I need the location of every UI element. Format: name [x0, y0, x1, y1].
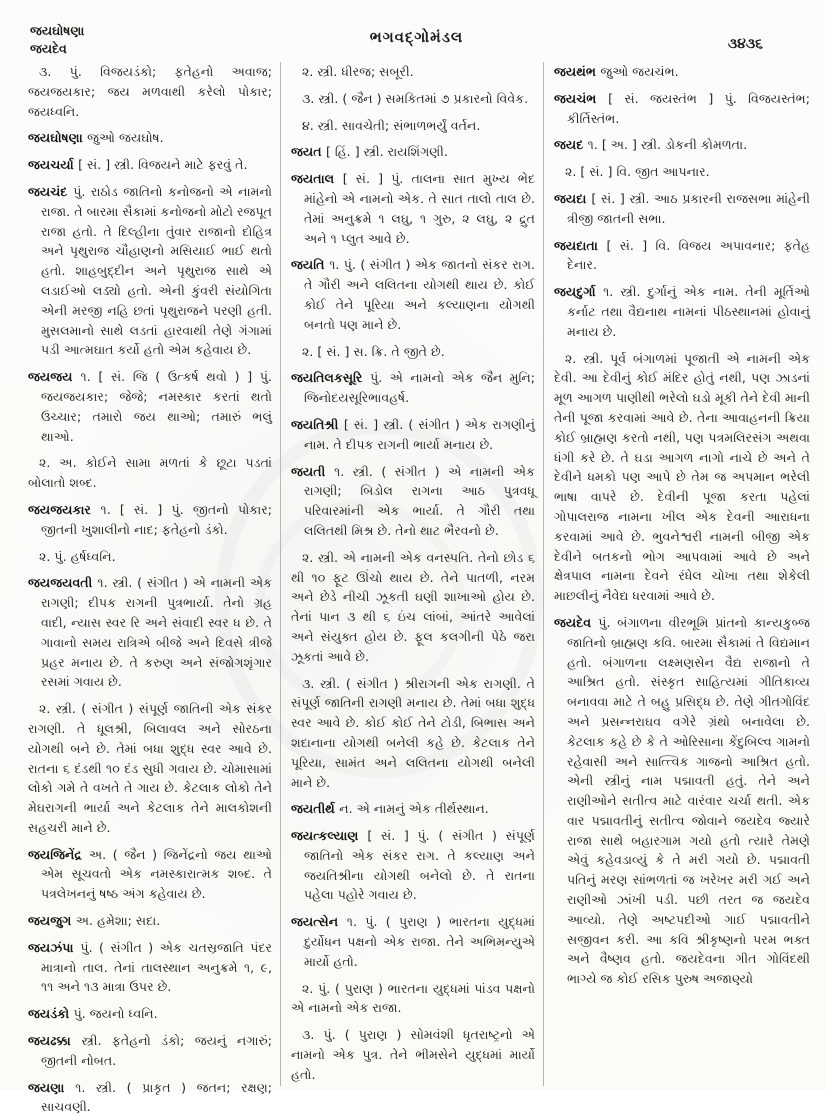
dictionary-entry: જયતિ ૧. પું. ( સંગીત ) એક જાતનો સંકર રાગ. તે ગૌરી અને લલિતના યોગથી થાય છે. કોઈ કોઈ તેને પૂરિયા અને કલ્યાણના યોગથી બનતો પણ માને છે.: [291, 257, 535, 332]
column-2: [280, 62, 543, 1086]
entry-sense: ૨. [ સં. ] વિ. જીત આપનાર.: [565, 164, 710, 180]
entry-headword: જયચંભ: [554, 90, 609, 106]
dictionary-entry: જયચર્યા [ સં. ] સ્ત્રી. વિજયને માટે ફરવું તે.: [28, 157, 248, 173]
entry-headword: જયણા: [28, 1079, 76, 1095]
entry-headword: જયતિશ્રી: [291, 416, 344, 432]
dictionary-entry: જયજુગ અ. હમેશા; સદા.: [28, 913, 161, 929]
entry-sense: ૪. સ્ત્રી. સાવચેતી; સંભાળભર્યું વર્તન.: [302, 117, 481, 133]
entry-headword: જયદાતા: [554, 237, 607, 253]
entry-sense: ૨. પું. હર્ષધ્વનિ.: [39, 548, 116, 564]
entry-headword: જયત્કલ્યાણ: [291, 828, 368, 844]
dictionary-entry: જયતિલકસૂરિ પું. એ નામનો એક જૈન મુનિ; જિનોદયસૂરિભાવહર્ષ.: [291, 370, 535, 406]
entry-sense: ૨. [ સં. ] સ. ક્રિ. તે જીતે છે.: [302, 343, 445, 359]
entry-sense: ૨. અ. કોઈને સામા મળતાં કે છૂટા પડતાં બોલાતો શબ્દ.: [28, 455, 272, 491]
entry-sense: ૨. પું. ( પુરાણ ) ભારતના યુદ્ધમાં પાંડવ પક્ષનો એ નામનો એક રાજા.: [291, 980, 535, 1016]
dictionary-entry: જયદાતા [ સં. ] વિ. વિજય અપાવનાર; ફતેહ દેનાર.: [554, 237, 810, 273]
entry-headword: જયતિલકસૂરિ: [291, 370, 371, 386]
entry-headword: જયતિ: [291, 257, 330, 273]
dictionary-entry: જયતી ૧. સ્ત્રી. ( સંગીત ) એ નામની એક રાગણી; બિડોલ રાગના આઠ પુત્રવધૂ પરિવારમાંની એક ભાર્યા. તે ગૌરી તથા લલિતથી મિશ્ર છે. તેનો થાટ ભૈરવનો છે.: [291, 463, 535, 538]
text-columns: [28, 62, 811, 1115]
dictionary-entry: જયજયકાર ૧. [ સં. ] પું. જીતનો પોકાર; જીતની ખુશાલીનો નાદ; ફતેહનો ડંકો.: [28, 501, 272, 537]
entry-sense: ૩. સ્ત્રી. ( સંગીત ) શ્રીરાગની એક રાગણી. તે સંપૂર્ણ જાતિની રાગણી મનાય છે. તેમાં બધા શુદ્ધ સ્વર આવે છે. કોઈ કોઈ તેને ટોડી, બિભાસ અને શદાનાના યોગથી બનેલી કહે છે. કેટલાક તેને પૂરિયા, સામંત અને લલિતના યોગથી બનેલી માને છે.: [291, 675, 535, 790]
dictionary-entry: જયતિશ્રી [ સં. ] સ્ત્રી. ( સંગીત ) એક રાગણીનું નામ. તે દીપક રાગની ભાર્યા મનાય છે.: [291, 416, 535, 452]
entry-headword: જયઝંપા: [28, 939, 81, 955]
dictionary-entry: જયઘોષણા જુઓ જયઘોષ.: [28, 130, 164, 146]
dictionary-entry: જયત [ હિં. ] સ્ત્રી. રાયશિંગણી.: [291, 144, 448, 160]
entry-headword: જયજયવતી: [28, 575, 98, 591]
entry-headword: જયતાલ: [291, 171, 343, 187]
entry-headword: જયત: [291, 144, 326, 160]
entry-headword: જયજયકાર: [28, 501, 101, 517]
dictionary-entry: જયચંદ પું. રાઠોડ જાતિનો કનોજનો એ નામનો રાજા. તે બારમા સૈકામાં કનોજનો મોટો રજપૂત રાજા હતો. તે દિલ્હીના તુંવાર રાજાનો દોહિત્ર અને પૃથુરાજ ચૌહાણનો મસિયાઈ ભાઈ થતો હતો. શાહબુદ્દીન અને પૃથુરાજ સાથે એ લડાઈઓ લડ્યો હતો. એની કુંવરી સંયોગિતા એની મરજી નહિ છતાં પૃથુરાજને પરણી હતી. મુસલમાનો સાથે લડતાં હારવાથી તેણે ગંગામાં પડી આત્મઘાત કર્યો હતો એમ કહેવાય છે.: [28, 183, 272, 358]
entry-headword: જયચંદ: [28, 183, 74, 199]
page-number: ૩૪૩૬: [727, 36, 763, 52]
entry-headword: જયદા: [554, 190, 592, 206]
dictionary-entry: જયણા ૧. સ્ત્રી. ( પ્રાકૃત ) જતન; રક્ષણ; સાચવણી.: [28, 1079, 273, 1115]
dictionary-entry: જયતાલ [ સં. ] પું. તાલના સાત મુખ્ય ભેદ માંહેનો એ નામનો એક. તે સાત તાલો તાલ છે. તેમાં અનુક્રમે ૧ લઘુ, ૧ ગુરુ, ૨ લઘુ, ૨ દ્રુત અને ૧ પ્લુત આવે છે.: [291, 171, 535, 246]
entry-sense: ૩. પું. વિજયડંકો; ફતેહનો અવાજ; જયજયકાર; જય મળવાથી કરેલો પોકાર; જયધ્વનિ.: [28, 64, 272, 119]
dictionary-entry: જયજય ૧. [ સં. જિ ( ઉત્કર્ષ થવો ) ] પું. જયજયકાર; જેજે; નમસ્કાર કરતાં થતો ઉચ્ચાર; તમારો જય થાઓ; તમારું ભલું થાઓ.: [28, 369, 273, 444]
entry-headword: જયત્સેન: [291, 914, 347, 930]
dictionary-entry: જયચંભ [ સં. જયસ્તંભ ] પું. વિજયસ્તંભ; કીર્તિસ્તંભ.: [554, 90, 811, 126]
dictionary-entry: જયત્સેન ૧. પું. ( પુરાણ ) ભારતના યુદ્ધમાં દુર્યોધન પક્ષનો એક રાજા. તેને અભિમન્યુએ માર્યો હતો.: [291, 914, 535, 969]
entry-sense: ૨. સ્ત્રી. પૂર્વ બંગાળમાં પૂજાતી એ નામની એક દેવી. આ દેવીનું કોઈ મંદિર હોતું નથી, પણ ઝાડનાં મૂળ આગળ પાણીથી ભરેલો ઘડો મૂકી તેને દેવી માની તેની પૂજા કરવામાં આવે છે. તેના આવાહનની ક્રિયા કોઈ બ્રાહ્મણ કરતો નથી, પણ પત્રમલિરસંગ અથવા ધંગી કરે છે. તે ઘડા આગળ નાગો નાચે છે અને તે દેવીને ધમકો પણ આપે છે તેમ જ અપમાન ભરેલી ભાષા વાપરે છે. દેવીની પૂજા કરતા પહેલાં ગોપાલરાજ નામના ખીલ એક દેવની આરાધના કરવામાં આવે છે. ભુવનેશ્વરી નામની બીજી એક દેવીને બતકનો ભોગ આપવામાં આવે છે અને ક્ષેત્રપાલ નામના દેવને રંધેલ ચોખા તથા શેકેલી માછલીનું નૈવેદ્ય ધરવામાં આવે છે.: [554, 350, 810, 604]
entry-sense: ૩. પું. ( પુરાણ ) સોમવંશી ધૃતરાષ્ટ્રનો એ નામનો એક પુત્ર. તેને ભીમસેને યુદ્ધમાં માર્યો હતો.: [291, 1027, 535, 1082]
page-header: [28, 20, 805, 68]
entry-sense: ૨. સ્ત્રી. ( સંગીત ) સંપૂર્ણ જાતિની એક સંકર રાગણી. તે ધૂલશ્રી, બિલાવલ અને સોરઠના યોગથી બને છે. તેમાં બધા શુદ્ધ સ્વર આવે છે. રાતના ૬ દંડથી ૧૦ દંડ સુધી ગવાય છે. ચોમાસામાં લોકો ગમે તે વખતે તે ગાય છે. કેટલાક લોકો તેને મેઘરાગની ભાર્યા અને કેટલાક તેને માલકોશની સહચરી માને છે.: [28, 701, 272, 835]
dictionary-title: ભગવદ્ગોમંડલ: [369, 28, 464, 46]
dictionary-entry: જયજયવતી ૧. સ્ત્રી. ( સંગીત ) એ નામની એક રાગણી; દીપક રાગની પુત્રભાર્યા. તેનો ગ્રહ વાદી, ન્યાસ સ્વર રિ અને સંવાદી સ્વર ધ છે. તે ગાવાનો સમય રાત્રિએ બીજે અને દિવસે ત્રીજે પ્રહર મનાય છે. તે કરુણ અને સંજોગશૃંગાર રસમાં ગવાય છે.: [28, 575, 273, 690]
running-head-last-word: જયદેવ: [30, 41, 67, 56]
column-1: [28, 62, 280, 1115]
entry-headword: જયદુર્ગા: [554, 284, 604, 300]
dictionary-entry: જયજિનેંદ્ર અ. ( જૈન ) જિનેંદ્રનો જય થાઓ એમ સૂચવતો એક નમસ્કારાત્મક શબ્દ. તે પત્રલેખનનું ષષ્ઠ અંગ કહેવાય છે.: [28, 846, 272, 902]
column-3: [543, 62, 810, 1086]
dictionary-entry: જયદા [ સં. ] સ્ત્રી. આઠ પ્રકારની રાજસભા માંહેની ત્રીજી જાતની સભા.: [554, 190, 810, 226]
entry-headword: જયદેવ: [554, 614, 599, 630]
entry-headword: જયતી: [291, 463, 335, 479]
dictionary-entry: જયથંભ જુઓ જયચંભ.: [554, 64, 679, 79]
entry-sense: ૨. સ્ત્રી. એ નામની એક વનસ્પતિ. તેનો છોડ ૬ થી ૧૦ ફૂટ ઊંચો થાય છે. તેને પાતળી, નરમ અને છેડે નીચી ઝૂકતી ઘણી શાખાઓ હોય છે. તેનાં પાન ૩ થી ૬ ઇંચ લાંબાં, આંતરે આવેલાં અને સંયુક્ત હોય છે. ફૂલ કલગીની પેઠે જરા ઝૂકતાં આવે છે.: [291, 549, 535, 664]
entry-headword: જયતીર્થ: [291, 801, 340, 817]
entry-headword: જયજુગ: [28, 913, 76, 929]
entry-headword: જયજય: [28, 369, 81, 385]
dictionary-entry: જયઝંપા પું. ( સંગીત ) એક ચતસ્રજાતિ પંદર માત્રાનો તાલ. તેનાં તાલસ્થાન અનુક્રમે ૧, ૯, ૧૧ અને ૧૩ માત્રા ઉપર છે.: [28, 939, 272, 995]
entry-headword: જયઢક્કા: [28, 1033, 82, 1049]
running-head-first-word: જયઘોષણા: [30, 23, 85, 38]
entry-sense: ૩. સ્ત્રી. ( જૈન ) સમકિતમાં ૭ પ્રકારનો વિવેક.: [302, 90, 529, 106]
entry-headword: જયથંભ: [554, 64, 601, 79]
dictionary-entry: જયડંકો પું. જયનો ધ્વનિ.: [28, 1006, 158, 1022]
dictionary-entry: જયદેવ પું. બંગાળના વીરભૂમિ પ્રાંતનો કાન્યકુબ્જ જાતિનો બ્રાહ્મણ કવિ. બારમા સૈકામાં તે વિદ્યમાન હતો. બંગાળના લક્ષ્મણસેન વૈદ્ય રાજાનો તે આશ્રિત હતો. સંસ્કૃત સાહિત્યમાં ગીતિકાવ્ય બનાવવા માટે તે બહુ પ્રસિદ્ધ છે. તેણે ગીતગોવિંદ અને પ્રસન્નરાઘવ વગેરે ગ્રંથો બનાવેલા છે. કેટલાક કહે છે કે તે ઓરિસાના કેંદુબિલ્વ ગામનો રહેવાસી અને સાત્ત્વિક ગાજનો આશ્રિત હતો. એની સ્ત્રીનું નામ પદ્માવતી હતું. તેને અને રાણીઓને સતીત્વ માટે વારંવાર ચર્ચા થતી. એક વાર પદ્માવતીનું સતીત્વ જોવાને જયદેવ જ્યારે રાજા સાથે બહારગામ ગયો હતો ત્યારે તેમણે એવું કહેવડાવ્યું કે તે મરી ગયો છે. પદ્માવતી પતિનું મરણ સાંભળતાં જ ખરેખર મરી ગઈ અને રાણીઓ ઝાંખી પડી. પછી તરત જ જયદેવ આવ્યો. તેણે અષ્ટપદીઓ ગાઈ પદ્માવતીને સજીવન કરી. આ કવિ શ્રીકૃષ્ણનો પરમ ભક્ત અને વૈષ્ણવ હતો. જયદેવના ગીત ગોવિંદથી ભાગ્યે જ કોઈ રસિક પુરુષ અજાણ્યો: [554, 614, 811, 987]
entry-headword: જયદ: [554, 137, 588, 153]
entry-headword: જયચર્યા: [28, 157, 79, 173]
entry-sense: ૨. સ્ત્રી. ધીરજ; સબૂરી.: [302, 64, 414, 79]
dictionary-entry: જયઢક્કા સ્ત્રી. ફતેહનો ડંકો; જયનું નગારું; જીતની નોબત.: [28, 1033, 272, 1068]
dictionary-entry: જયદ ૧. [ અ. ] સ્ત્રી. ડોકની કોમળતા.: [554, 137, 748, 153]
dictionary-entry: જયતીર્થ ન. એ નામનું એક તીર્થસ્થાન.: [291, 801, 489, 817]
entry-headword: જયઘોષણા: [28, 130, 88, 146]
entry-headword: જયડંકો: [28, 1006, 74, 1022]
entry-headword: જયજિનેંદ્ર: [28, 846, 89, 862]
dictionary-entry: જયત્કલ્યાણ [ સં. ] પું. ( સંગીત ) સંપૂર્ણ જાતિનો એક સંકર રાગ. તે કલ્યાણ અને જયતિશ્રીના યોગથી બનેલો છે. તે રાતના પહેલા પહોરે ગવાય છે.: [291, 828, 535, 903]
dictionary-entry: જયદુર્ગા ૧. સ્ત્રી. દુર્ગાનું એક નામ. તેની મૂર્તિઓ કર્નાટ તથા વૈદ્યનાથ નામનાં પીઠસ્થાનમાં હોવાનું મનાય છે.: [554, 284, 810, 339]
